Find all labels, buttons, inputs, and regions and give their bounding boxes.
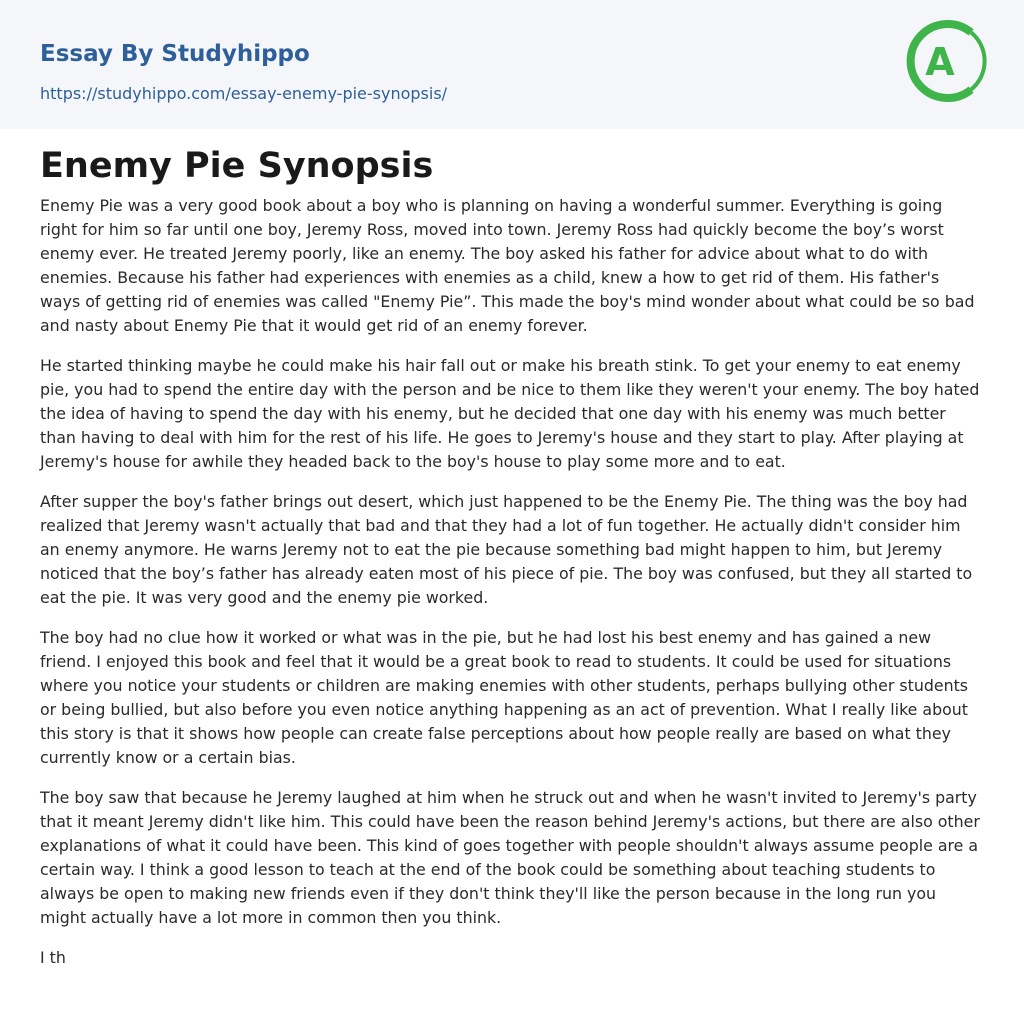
- site-header: [0, 0, 1024, 129]
- essay-title: Enemy Pie Synopsis: [40, 146, 434, 186]
- essay-paragraph: The boy had no clue how it worked or what was in the pie, but he had lost his best enemy and has gained a new friend. I enjoyed this book and feel that it would be a great book to read to students. It could be used for situations where you notice your students or children are making enemies with other students, perhaps bullying other students or being bullied, but also before you even notice anything happening as an act of prevention. What I really like about this story is that it shows how people can create false perceptions about how people really are based on what they currently know or a certain bias.: [40, 628, 969, 767]
- essay-url-link[interactable]: https://studyhippo.com/essay-enemy-pie-synopsis/: [40, 84, 448, 103]
- essay-paragraph: After supper the boy's father brings out desert, which just happened to be the Enemy Pie. The thing was the boy had realized that Jeremy wasn't actually that bad and that they had a lot of fun together. He actually didn't consider him an enemy anymore. He warns Jeremy not to eat the pie because something bad might happen to him, but Jeremy noticed that the boy’s father has already eaten most of his piece of pie. The boy was confused, but they all started to eat the pie. It was very good and the enemy pie worked.: [40, 492, 973, 607]
- studyhippo-logo-icon[interactable]: [902, 18, 988, 104]
- essay-body: [40, 194, 984, 986]
- essay-paragraph: Enemy Pie was a very good book about a boy who is planning on having a wonderful summer. Everything is going right for him so far until one boy, Jeremy Ross, moved into town. Jeremy Ross had quickly become the boy’s worst enemy ever. He treated Jeremy poorly, like an enemy. The boy asked his father for advice about what to do with enemies. Because his father had experiences with enemies as a child, knew a how to get rid of them. His father's ways of getting rid of enemies was called "Enemy Pie”. This made the boy's mind wonder about what could be so bad and nasty about Enemy Pie that it would get rid of an enemy forever.: [40, 196, 975, 335]
- essay-paragraph-truncated: I th: [40, 948, 66, 967]
- site-brand[interactable]: Essay By Studyhippo: [40, 41, 310, 67]
- logo-letter: A: [925, 40, 955, 84]
- essay-paragraph: The boy saw that because he Jeremy laughed at him when he struck out and when he wasn't invited to Jeremy's party that it meant Jeremy didn't like him. This could have been the reason behind Jeremy's actions, but there are also other explanations of what it could have been. This kind of goes together with people shouldn't always assume people are a certain way. I think a good lesson to teach at the end of the book could be something about teaching students to always be open to making new friends even if they don't think they'll like the person because in the long run you might actually have a lot more in common then you think.: [40, 788, 980, 927]
- essay-paragraph: He started thinking maybe he could make his hair fall out or make his breath stink. To get your enemy to eat enemy pie, you had to spend the entire day with the person and be nice to them like they weren't your enemy. The boy hated the idea of having to spend the day with his enemy, but he decided that one day with his enemy was much better than having to deal with him for the rest of his life. He goes to Jeremy's house and they start to play. After playing at Jeremy's house for awhile they headed back to the boy's house to play some more and to eat.: [40, 356, 980, 471]
